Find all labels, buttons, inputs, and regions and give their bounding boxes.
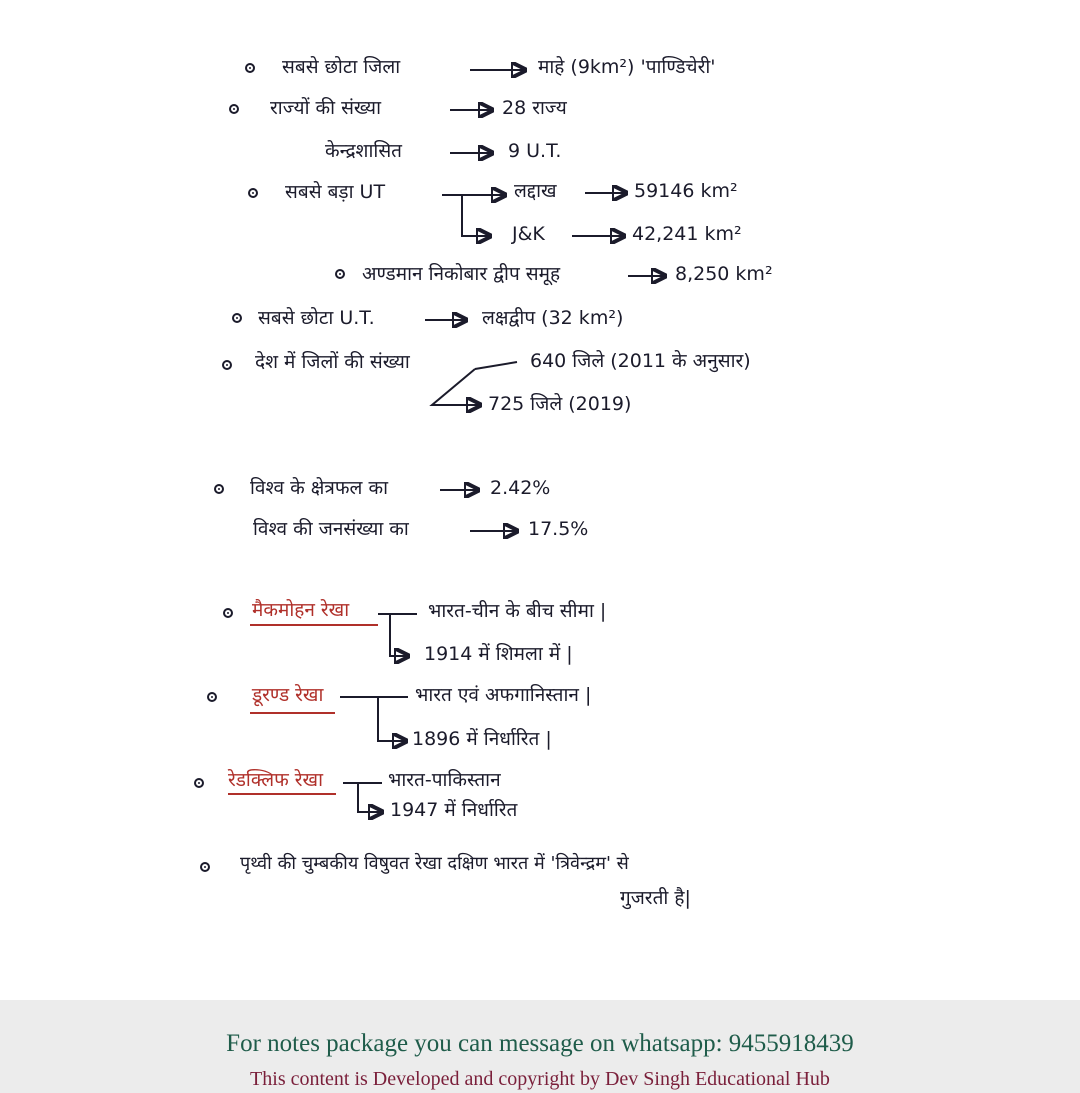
smallest-ut-label: सबसे छोटा U.T. <box>258 307 375 329</box>
smallest-district-value: माहे (9km²) 'पाण्डिचेरी' <box>538 56 716 78</box>
largest-ut-first-name: लद्दाख <box>514 180 557 202</box>
radcliffe-line1: भारत-पाकिस्तान <box>388 769 501 791</box>
bullet-icon <box>207 692 217 702</box>
magnetic-equator-line2: गुजरती है| <box>620 887 691 909</box>
bullet-icon <box>214 484 224 494</box>
largest-ut-first-value: 59146 km² <box>634 180 738 202</box>
bullet-icon <box>200 862 210 872</box>
ut-count-value: 9 U.T. <box>508 140 562 162</box>
andaman-value: 8,250 km² <box>675 263 773 285</box>
andaman-label: अण्डमान निकोबार द्वीप समूह <box>362 263 561 285</box>
bullet-icon <box>248 188 258 198</box>
durand-line2: 1896 में निर्धारित | <box>412 728 552 750</box>
districts-label: देश में जिलों की संख्या <box>255 351 410 373</box>
states-count-value: 28 राज्य <box>502 97 567 119</box>
largest-ut-second-value: 42,241 km² <box>632 223 742 245</box>
radcliffe-label: रेडक्लिफ रेखा <box>228 769 324 791</box>
smallest-district-label: सबसे छोटा जिला <box>282 56 401 78</box>
districts-2011-value: 640 जिले (2011 के अनुसार) <box>530 350 751 372</box>
world-population-value: 17.5% <box>528 518 589 540</box>
world-population-label: विश्व की जनसंख्या का <box>253 518 409 540</box>
bullet-icon <box>194 778 204 788</box>
largest-ut-second-name: J&K <box>512 223 545 245</box>
world-area-label: विश्व के क्षेत्रफल का <box>250 477 388 499</box>
radcliffe-line2: 1947 में निर्धारित <box>390 799 518 821</box>
mcmahon-label: मैकमोहन रेखा <box>252 599 350 621</box>
states-count-label: राज्यों की संख्या <box>270 97 381 119</box>
bullet-icon <box>245 63 255 73</box>
bullet-icon <box>222 360 232 370</box>
copyright-text: This content is Developed and copyright by Dev Singh Educational Hub <box>250 1068 830 1090</box>
arrow-4b <box>462 195 490 236</box>
durand-line1: भारत एवं अफगानिस्तान | <box>415 684 592 706</box>
world-area-value: 2.42% <box>490 477 551 499</box>
mcmahon-line2: 1914 में शिमला में | <box>424 643 573 665</box>
mcmahon-line1: भारत-चीन के बीच सीमा | <box>428 600 607 622</box>
footer-banner <box>0 1000 1080 1093</box>
magnetic-equator-line1: पृथ्वी की चुम्बकीय विषुवत रेखा दक्षिण भारत में 'त्रिवेन्द्रम' से <box>240 853 629 874</box>
arrow-11 <box>340 697 408 741</box>
bullet-icon <box>335 269 345 279</box>
durand-label: डूरण्ड रेखा <box>252 684 324 706</box>
arrow-10 <box>378 614 417 656</box>
largest-ut-label: सबसे बड़ा UT <box>285 181 386 203</box>
bullet-icon <box>229 104 239 114</box>
whatsapp-contact-text: For notes package you can message on whatsapp: 9455918439 <box>226 1030 854 1057</box>
bullet-icon <box>223 608 233 618</box>
ut-count-label: केन्द्रशासित <box>325 140 402 162</box>
arrow-12 <box>343 783 382 812</box>
districts-2019-value: 725 जिले (2019) <box>488 393 632 415</box>
bullet-icon <box>232 313 242 323</box>
smallest-ut-value: लक्षद्वीप (32 km²) <box>482 307 624 329</box>
